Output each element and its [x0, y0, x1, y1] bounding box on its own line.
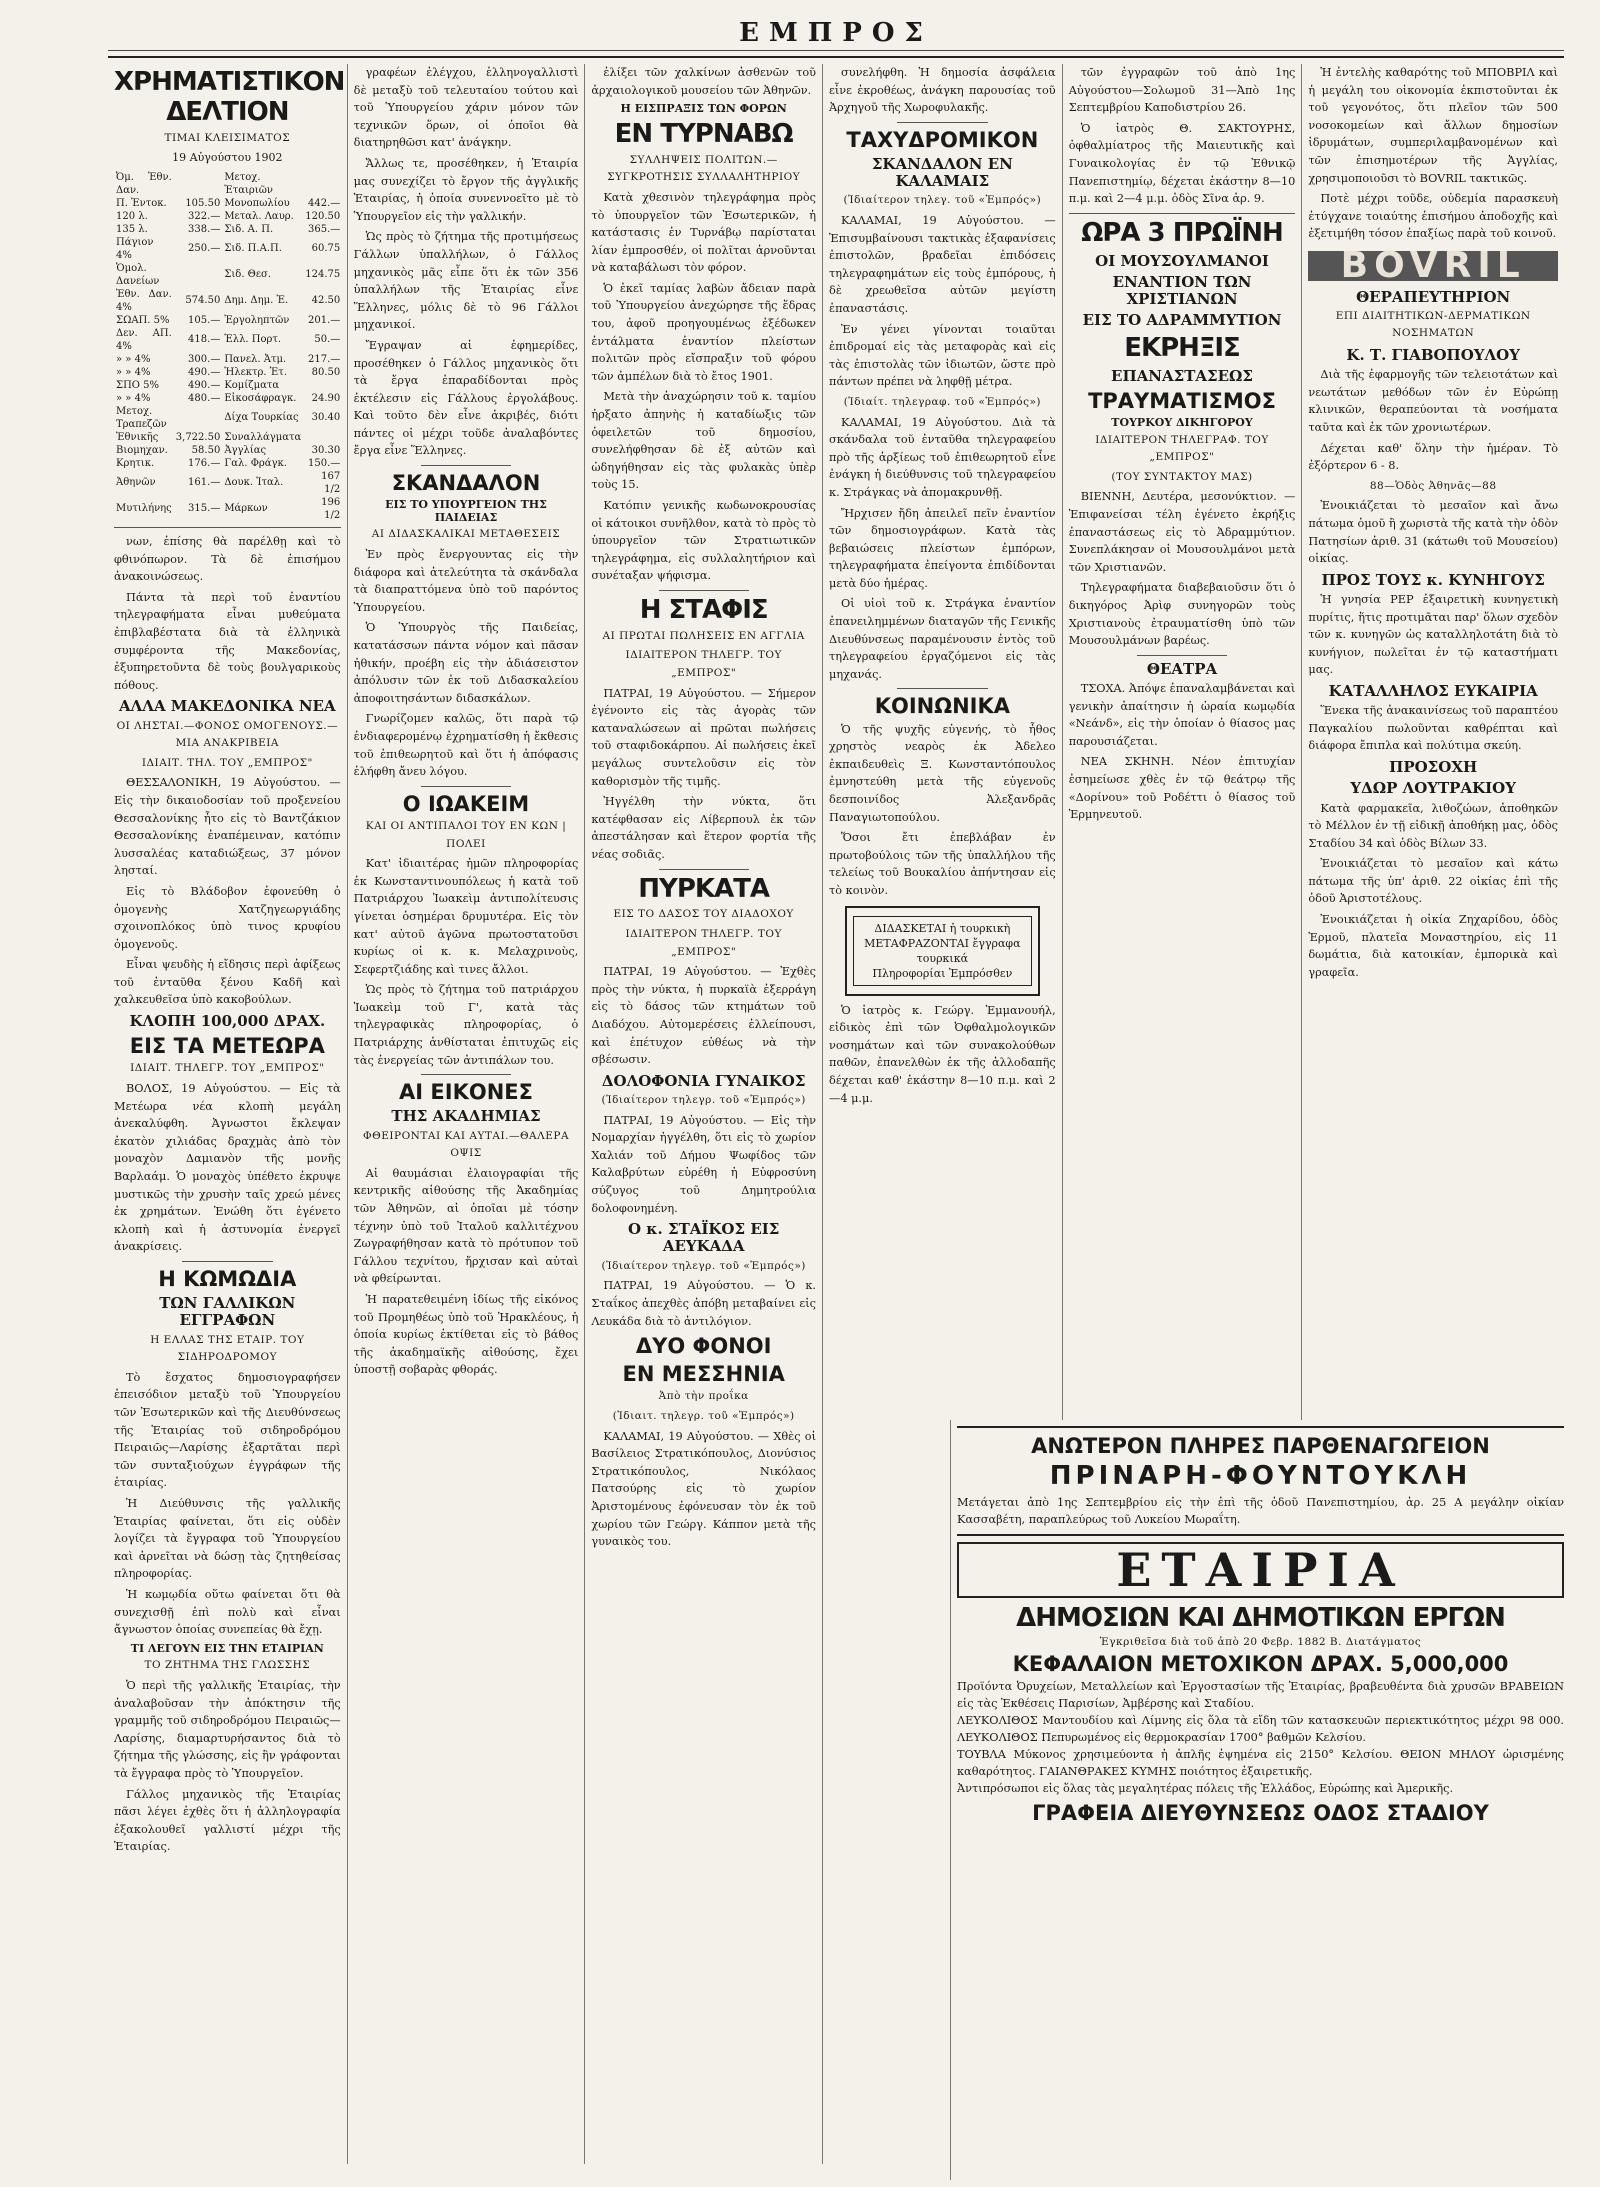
market-value: 574.50 — [185, 295, 221, 307]
paragraph: ΠΑΤΡΑΙ, 19 Αὐγούστου. — Ὁ κ. Σταΐκος ἀπεχθὲς ἀπόβη μεταβαίνει εἰς Λευκάδα διὰ τὸ ἀντιλόγιον. — [591, 1279, 817, 1328]
headline-theatres: ΘΕΑΤΡΑ — [1146, 659, 1218, 678]
paragraph: ΚΑΛΑΜΑΙ, 19 Αὐγούστου. — Χθὲς οἱ Βασίλειος Στρατικόπουλος, Διονύσιος Στρατικόπουλος, Νικόλαος Πατσούρης εἰς τὸ χωρίον Ἀριστομένους ἐφόνευσαν τὸν ἐκ τοῦ χωρίου τῶν Γεώργ. Κάππον μετὰ τῆς γυναικὸς του. — [591, 1429, 817, 1549]
wire-credit: (Ἰδιαιτ. τηλεγρ. τοῦ «Ἐμπρός») — [612, 1409, 795, 1422]
market-row — [114, 210, 342, 223]
wire-credit: ΙΔΙΑΙΤ. ΤΗΛΕΓΡ. ΤΟΥ „ΕΜΠΡΟΣ" — [130, 1062, 325, 1075]
paragraph: Εἰς τὸ Βλάδοβον ἐφονεύθη ὁ ὁμογενὴς Χατζηγεωργιάδης σχοινοπλόκος ὑπὸ τινος κρυφίου ὁμογενοῦς. — [114, 884, 341, 951]
paragraph: Ἐν γένει γίνονται τοιαῦται ἐπιδρομαί εἰς τὰς μεταφορὰς καὶ εἰς τὰς ἐπιστολὰς τῶν ἰδιωτῶν, ὥστε πρὸ πάντων πρέπει νὰ ληφθῇ μέτρα. — [829, 322, 1056, 389]
headline-muslims: ΟΙ ΜΟΥΣΟΥΛΜΑΝΟΙ — [1095, 251, 1269, 270]
company-products: ΛΕΥΚΟΛΙΘΟΣ Μαντουδίου καὶ Λίμνης εἰς ὅλα τὰ εἴδη τῶν κατασκευῶν περιεκτικότητος μέχρι 98 000. ΛΕΥΚΟΛΙΘΟΣ Πεπυρωμένος εἰς θερμοκρασίαν 1700° βαθμῶν Κελσίου. — [957, 1714, 1564, 1745]
wire-credit: (Ἰδιαίτερον τηλεγρ. τοῦ «Ἐμπρός») — [601, 1259, 806, 1272]
market-row — [114, 223, 342, 236]
market-label: ΣΩΑΠ. 5% — [116, 314, 170, 326]
paragraph: ΠΑΤΡΑΙ, 19 Αὐγούστου. — Ἐχθὲς πρὸς τὴν νύκτα, ἡ πυρκαϊὰ ἐξερράγη εἰς τὸ δάσος τῶν κτημάτων τοῦ Διαδόχου. Αὐτομερέσεις ἐλλείπουσι, καὶ ἐπέτυχον εὐθέως νὰ τὴν σβέσωσιν. — [591, 965, 817, 1067]
market-value: 490.— — [188, 366, 221, 378]
paragraph: ἐλίξει τῶν χαλκίνων ἀσθενῶν τοῦ ἀρχαιολογικοῦ μουσείου τῶν Ἀθηνῶν. — [591, 66, 817, 97]
subheadline: Ἀπὸ τὴν προΐκα — [658, 1390, 749, 1403]
market-value: 30.40 — [311, 412, 341, 424]
market-value: 105.— — [188, 314, 221, 326]
market-label: Ἀθηνῶν — [116, 477, 156, 489]
market-value: 161.— — [188, 477, 221, 489]
paragraph: Γνωρίζομεν καλῶς, ὅτι παρὰ τῷ ἐνδιαφερομένῳ ἐχρηματίσθη ἡ ἔκθεσις τοῦ ἐπιθεωρητοῦ καὶ ὅτι ἡ ἀπόφασις ἐλήφθη ἄνευ λόγου. — [353, 712, 579, 779]
paragraph: Ποτὲ μέχρι τοῦδε, οὐδεμία παρασκευὴ ἐτύγχανε τοιαύτης ἐπισήμου ἀποδοχῆς καὶ ἐξετιμήθη τόσον ἐπαξίως παρὰ τοῦ κοινοῦ. — [1308, 192, 1558, 241]
headline-french-documents: ΤΩΝ ΓΑΛΛΙΚΩΝ ΕΓΓΡΑΦΩΝ — [159, 1294, 296, 1330]
paragraph: Μετὰ τὴν ἀναχώρησιν τοῦ κ. ταμίου ἠρξατο ἀπηνὴς ἡ καταδίωξις τῶν ὀφειλετῶν τοῦ δημοσίου, συνελήφθησαν δὲ ἐξ αὐτῶν καὶ ὡδηγήθησαν εἰς τὰς φυλακὰς ὑπὲρ τοὺς 15. — [591, 390, 817, 492]
market-row — [114, 457, 342, 470]
market-value: 201.— — [307, 314, 341, 326]
market-row — [114, 262, 342, 288]
column-1 — [108, 64, 348, 2164]
divider — [659, 869, 749, 870]
doctor-name: Κ. Τ. ΓΙΑΒΟΠΟΥΛΟΥ — [1346, 345, 1520, 364]
wire-credit: (Ἰδιαίτερον τηλεγ. τοῦ «Ἐμπρός») — [843, 194, 1042, 207]
paragraph: συνελήφθη. Ἡ δημοσία ἀσφάλεια εἶνε ἐκροθέως, ἀνάγκη παρουσίας τοῦ Ἀρχηγοῦ τῆς Χωροφυλακῆς. — [829, 66, 1056, 115]
market-label: Σιδ. Θεσ. — [224, 269, 272, 281]
ad-contact: Πληροφορίαι Ἐμπρόσθεν — [872, 966, 1013, 980]
headline-comedy: Η ΚΩΜΩΔΙΑ — [158, 1266, 297, 1291]
paragraph: ΚΑΛΑΜΑΙ, 19 Αὐγούστου. Διὰ τὰ σκάνδαλα τοῦ ἐνταῦθα τηλεγραφείου πρὸ τῆς ἀρξίεως τοῦ ἐπιθεωρητοῦ εἶνε ἐνάγκη ἡ διεύθυνσις τοῦ τηλεγραφείου κ. Στράγκας νὰ ἀπομακρυνθῇ. — [829, 415, 1056, 499]
subheadline: ΕΙΣ ΤΟ ΔΑΣΟΣ ΤΟΥ ΔΙΑΔΟΧΟΥ — [613, 908, 794, 921]
market-label: Γαλ. Φράγκ. — [224, 457, 287, 469]
market-value — [303, 431, 342, 444]
paragraph: ΠΑΤΡΑΙ, 19 Αὐγούστου. — Εἰς τὴν Νομαρχίαν ἠγγέλθη, ὅτι εἰς τὸ χωρίον Χαλιάν τοῦ Δήμου Ψωφίδος τῶν Καλαβρύτων εὑρέθη ἡ Εὐφροσύνη σύζυγος τοῦ Δημητρούλια δολοφονημένη. — [591, 1113, 817, 1215]
market-value: 315.— — [188, 503, 221, 515]
paragraph: γραφέων ἐλέγχου, ἑλληνογαλλιστὶ δὲ μεταξὺ τοῦ τελευταίου τούτου καὶ τοῦ Ὑπουργείου χάριν μόνον τῶν τεχνικῶν ὅρων, οἱ ὁποῖοι θὰ διατηρηθῶσι κατ' ἀνάγκην. — [353, 66, 579, 150]
divider — [421, 1074, 511, 1075]
headline-currant: Η ΣΤΑΦΙΣ — [639, 594, 768, 625]
market-label: Δουκ. Ἰταλ. — [224, 477, 284, 489]
market-value: 50.— — [314, 334, 341, 346]
headline-hunters: ΠΡΟΣ ΤΟΥΣ κ. ΚΥΝΗΓΟΥΣ — [1321, 570, 1545, 589]
headline-offices: ΓΡΑΦΕΙΑ ΔΙΕΥΘΥΝΣΕΩΣ ΟΔΟΣ ΣΤΑΔΙΟΥ — [1032, 1801, 1489, 1826]
paragraph: Ἐνοικιάζεται τὸ μεσαῖον καὶ ἄνω πάτωμα ὁμοῦ ἢ χωριστὰ τῆς κατὰ τὴν ὁδὸν Πατησίων ἀριθ. 31 (κάτωθι τοῦ Μουσείου) οἰκίας. — [1308, 499, 1558, 566]
market-value: 80.50 — [311, 366, 341, 378]
market-label: ΣΠΟ 5% — [116, 379, 160, 391]
market-label: Ἀγγλίας — [224, 444, 267, 456]
paragraph: Διὰ τῆς ἐφαρμογῆς τῶν τελειοτάτων καὶ νεωτάτων μεθόδων τῶν ἐν Εὐρώπῃ κλινικῶν, θεραπεύονται τὰ νοσήματα ταῦτα καὶ ἐκ τῶν χρονιωτέρων. — [1308, 368, 1558, 434]
market-value: 300.— — [188, 353, 221, 365]
headline-christians: ΕΝΑΝΤΙΟΝ ΤΩΝ ΧΡΙΣΤΙΑΝΩΝ — [1112, 272, 1252, 309]
market-row — [114, 392, 342, 405]
divider — [957, 1426, 1564, 1428]
company-products: ΤΟΥΒΛΑ Μύκονος χρησιμεύοντα ἡ ἁπλῆς ἐψημένα εἰς 2150° Κελσίου. ΘΕΙΟΝ ΜΗΛΟΥ ὠρισμένης καθαρότητος. ΓΑΙΑΝΘΡΑΚΕΣ ΚΥΜΗΣ ποιότητος ἐξαιρετικῆς. — [957, 1748, 1564, 1779]
market-value — [174, 262, 223, 288]
market-value: 418.— — [188, 334, 221, 346]
market-row — [114, 431, 342, 444]
market-label: Εἰκοσάφραγκ. — [224, 392, 297, 404]
market-row — [114, 314, 342, 327]
divider — [114, 527, 341, 528]
market-value — [174, 171, 223, 197]
headline-tax-collection: Η ΕΙΣΠΡΑΞΙΣ ΤΩΝ ΦΟΡΩΝ — [620, 102, 787, 116]
subheadline: ΟΙ ΛΗΣΤΑΙ.—ΦΟΝΟΣ ΟΜΟΓΕΝΟΥΣ.— ΜΙΑ ΑΝΑΚΡΙΒΕΙΑ — [116, 719, 339, 750]
paragraph: Οἱ υἱοὶ τοῦ κ. Στράγκα ἐναντίον ἐπανειλημμένων διαταγῶν τῆς Γενικῆς Διευθύνσεως παραμένουσιν ἐντὸς τοῦ τηλεγραφείου ἐργαζόμενοι εἰς τὰς μηχανάς. — [829, 597, 1056, 681]
paragraph: Ὁ ἰατρὸς Θ. ΣΑΚΤΟΥΡΗΣ, ὀφθαλμίατρος τῆς Μαιευτικῆς καὶ Γυναικολογίας ἐν τῷ Ἐθνικῷ Πανεπιστημίῳ, δέχεται ἑκάστην 8—10 π.μ. καὶ 2—4 μ.μ. ὁδὸς Σῖνα ἀρ. 9. — [1068, 121, 1296, 206]
paragraph: Ὁ τῆς ψυχῆς εὐγενής, τὸ ἦθος χρηστὸς νεαρὸς ἐκ Ἀδελεο ἐκπαιδευθεὶς Ξ. Κωνσταντόπουλος ἐμνηστεύθη μετὰ τῆς εὐγενοῦς δεσποινίδος Ἀλεξανδρᾶς Παναγιωτοπούλου. — [829, 722, 1056, 824]
paragraph: Ὡς πρὸς τὸ ζήτημα τῆς προτιμήσεως Γάλλων ὑπαλλήλων, ὁ Γάλλος μηχανικὸς μᾶς εἶπε ὅτι ἐκ τῶν 356 ὑπαλλήλων τῆς Ἑταιρίας εἶνε Ἕλληνες, μόλις δὲ τὸ 96 Γάλλοι μηχανικοί. — [353, 230, 579, 332]
paragraph: Γάλλος μηχανικὸς τῆς Ἑταιρίας πᾶσι λέγει ἐχθὲς ὅτι ἡ ἀλληλογραφία ἐξακολουθεῖ γαλλιστί μέχρι τῆς Ἑταιρίας. — [114, 1787, 341, 1854]
column-5 — [1063, 64, 1303, 1474]
paragraph: ΚΑΛΑΜΑΙ, 19 Αὐγούστου. — Ἐπισυμβαίνουσι τακτικὰς ἐξαφανίσεις ἐπιστολῶν, βραδεῖαι ἐπιδόσεις τηλεγραφημάτων εἰς τοὺς ἐμπόρους, ἡ δὲ χρεωθεῖσα αὐτῶν μεγίστη ἐπαναστάσις. — [829, 214, 1056, 315]
masthead-rule — [108, 50, 1564, 51]
ad-frame — [853, 916, 1032, 986]
market-label: Ὁμολ. Δανείων — [116, 262, 160, 287]
company-decree: Ἐγκριθεῖσα διὰ τοῦ ἀπὸ 20 Φεβρ. 1882 Β. Διατάγματος — [1099, 1635, 1422, 1648]
market-label: Μυτιλήνης — [116, 503, 172, 515]
market-label: Μεταλ. Λαυρ. — [224, 210, 294, 222]
divider — [421, 786, 511, 787]
paragraph: Ἡ γνησία ΡΕΡ ἐξαιρετικὴ κυνηγετικὴ πυρίτις, ἥτις προτιμᾶται παρ' ὅλων σχεδὸν τῶν κ. κυνηγῶν ὡς καταλληλοτάτη διὰ τὸ κυνήγιον, πωλεῖται ἐν τῷ καταστήματι μας. — [1308, 593, 1558, 677]
headline-school-name: ΠΡΙΝΑΡΗ-ΦΟΥΝΤΟΥΚΛΗ — [1049, 1461, 1472, 1492]
market-value: 58.50 — [191, 444, 221, 456]
market-label: Ἐθνικῆς — [116, 431, 159, 443]
market-row — [114, 197, 342, 210]
market-value: 30.30 — [311, 444, 341, 456]
market-label: Δεν. ΑΠ. 4% — [116, 327, 172, 352]
market-row — [114, 327, 342, 353]
market-value — [303, 171, 342, 197]
headline-company: ΕΤΑΙΡΙΑ — [957, 1542, 1564, 1598]
address: 88—Ὁδὸς Ἀθηνᾶς—88 — [1369, 479, 1497, 492]
divider — [1137, 655, 1228, 656]
divider — [421, 465, 511, 466]
paragraph: τῶν ἐγγραφῶν τοῦ ἀπὸ 1ης Αὐγούστου—Σολωμοῦ 31—Ἀπὸ 1ης Σεπτεμβρίου Καποδιστρίου 26. — [1068, 66, 1296, 115]
market-label: Σιδ. Π.Α.Π. — [224, 243, 282, 255]
paragraph: Ὁ ἐκεῖ ταμίας λαβὼν ἄδειαν παρὰ τοῦ Ὑπουργείου ἀνεχώρησε τῆς ἕδρας του, ἀφοῦ προηγουμένως ἐξέδωκεν ἐντάλματα ἐναντίον πλείστων πολιτῶν πρὸς εἴσπραξιν τοῦ φόρου τῶν ἀμπέλων διὰ τὸ ἔτος 1901. — [591, 281, 817, 383]
market-value: 176.— — [188, 457, 221, 469]
paragraph: Ἡ ἐντελὴς καθαρότης τοῦ ΜΠΟΒΡΙΛ καὶ ἡ μεγάλη του οἰκονομία ἐκπιστοῦνται ἐκ τοῦ γεγονότος, ὅτι πλεῖον τῶν 500 νοσοκομείων καὶ ἄλλων δημοσίων ἱδρυμάτων, συμπεριλαμβανομένων καὶ τῶν ἐπισημοτέρων τῆς Ἀγγλίας, χρησιμοποιοῦσι τὸ BOVRIL τακτικῶς. — [1308, 66, 1558, 185]
headline-ministry: ΕΙΣ ΤΟ ΥΠΟΥΡΓΕΙΟΝ ΤΗΣ ΠΑΙΔΕΙΑΣ — [385, 498, 547, 524]
market-label: Μονοπωλίου — [224, 197, 290, 209]
market-label: » » 4% — [116, 392, 151, 404]
market-row — [114, 353, 342, 366]
market-value: 442.— — [307, 197, 341, 209]
market-label: Δίχα Τουρκίας — [224, 412, 299, 424]
headline-tyrnavos: ΕΝ ΤΥΡΝΑΒΩ — [614, 118, 793, 149]
headline-wounding: ΤΡΑΥΜΑΤΙΣΜΟΣ — [1088, 388, 1276, 413]
market-label: Ἑλλ. Πορτ. — [224, 334, 282, 346]
market-value: 338.— — [188, 223, 221, 235]
market-label: Πανελ. Ἀτμ. — [224, 353, 287, 365]
market-bulletin-date: 19 Αὐγούστου 1902 — [172, 151, 283, 165]
market-row — [114, 496, 342, 522]
paragraph: Ἡ παρατεθειμένη ἰδίως τῆς εἰκόνος τοῦ Προμηθέως ὑπὸ τοῦ Ἡρακλέους, ἡ ὁποία κυρίως ἐκτίθεται εἰς τὸ βάθος τῆς ἀκαδημαϊκῆς αἰθούσης, ἔχει ὑποστῇ σοβαρὰς φθοράς. — [353, 1292, 579, 1377]
paragraph: Αἱ θαυμάσιαι ἐλαιογραφίαι τῆς κεντρικῆς αἰθούσης τῆς Ἀκαδημίας τῶν Ἀθηνῶν, αἱ ὁποῖαι μὲ τόσην τέχνην ὑπὸ τοῦ Ἰταλοῦ καλλιτέχνου Ζωγραφήθησαν κατὰ τὸ πρότυπον τοῦ Γάλλου τεχνίτου, ἤρχισαν καὶ αὐταὶ νὰ φθείρωνται. — [353, 1166, 579, 1286]
headline-company: ΤΙ ΛΕΓΟΥΝ ΕΙΣ ΤΗΝ ΕΤΑΙΡΙΑΝ — [130, 1641, 324, 1655]
paragraph: Ὡς πρὸς τὸ ζήτημα τοῦ πατριάρχου Ἰωακεὶμ τοῦ Γ', κατὰ τὰς τηλεγραφικὰς πληροφορίας, ὁ Πατριάρχης ἀνθίσταται ἐπιτυχῶς εἰς τὰς ἐνεργείας τῶν ἀντιπάλων του. — [353, 983, 579, 1067]
market-bulletin-title: ΧΡΗΜΑΤΙΣΤΙΚΟΝ ΔΕΛΤΙΟΝ — [114, 67, 345, 127]
paragraph: Εἶναι ψευδὴς ἡ εἴδησις περὶ ἀφίξεως τοῦ ἐνταῦθα ξένου Καδῆ καὶ χαλκευθεῖσα ὑπὸ κακοβούλων. — [114, 958, 341, 1007]
paragraph: Κατ' ἰδιαιτέρας ἡμῶν πληροφορίας ἐκ Κωνσταντινουπόλεως ἡ κατὰ τοῦ Πατριάρχου Ἰωακεὶμ ἀντιπολίτευσις γίνεται ὁσημέραι δρυμυτέρα. Εἰς τὸν κατ' αὐτοῦ ἀγῶνα πρωτοστατοῦσι κυρίως οἱ κ. κ. Μελαχρινοὺς, Σεφερτζιάδης καὶ τινες ἄλλοι. — [353, 857, 579, 976]
divider — [957, 1534, 1564, 1536]
market-value: 42.50 — [311, 295, 341, 307]
market-label: » » 4% — [116, 366, 151, 378]
market-value: 167 1/2 — [321, 470, 341, 495]
market-value: 250.— — [188, 243, 221, 255]
paragraph: Ἄλλως τε, προσέθηκεν, ἡ Ἑταιρία μας συνεχίζει τὸ ἔργον τῆς ἀγγλικῆς Ἑταιρίας, ἡ ὁποία συνεννοεῖτο μὲ τὸ Ὑπουργεῖον εἰς τὴν γαλλικήν. — [353, 156, 579, 223]
headline-murder: ΔΟΛΟΦΟΝΙΑ ΓΥΝΑΙΚΟΣ — [601, 1071, 806, 1090]
market-label: Συναλλάγματα — [224, 431, 302, 443]
headline-fire: ΠΥΡΚΑΤΑ — [638, 873, 770, 904]
wire-credit: (Ἰδιαίτερον τηλεγρ. τοῦ «Ἐμπρός») — [601, 1094, 806, 1107]
divider — [897, 688, 988, 689]
divider — [1069, 213, 1296, 214]
market-value: 3,722.50 — [175, 431, 221, 443]
paragraph: ΘΕΣΣΑΛΟΝΙΚΗ, 19 Αὐγούστου. — Εἰς τὴν δικαιοδοσίαν τοῦ προξενείου Θεσσαλονίκης ἦτο εἰς τὸ Βαντζάκιον Θεσσαλονίκης ἐναπέμειναν, κατόπιν λυσσαλέας καταδιώξεως, 37 μόνον λησταί. — [114, 776, 341, 878]
market-label: Μετοχ. Ἑταιριῶν — [224, 171, 273, 196]
paragraph: Ἐνοικιάζεται τὸ μεσαῖον καὶ κάτω πάτωμα τῆς ὑπ' ἀριθ. 22 οἰκίας ἐπὶ τῆς ὁδοῦ Ἀριστοτέλους. — [1308, 857, 1558, 906]
paragraph: Ὁ Ὑπουργὸς τῆς Παιδείας, κατατάσσων πάντα νόμον καὶ πᾶσαν ἠθικήν, προέβη εἰς τὴν ἀδιάσειστον ἀπόλυσιν τῶν ἐκ τοῦ Διδασκαλείου ἀποφοιτησάντων διδασκάλων. — [353, 621, 579, 705]
subheadline: ΤΟ ΖΗΤΗΜΑ ΤΗΣ ΓΛΩΣΣΗΣ — [144, 1659, 311, 1672]
headline-social: ΚΟΙΝΩΝΙΚΑ — [874, 694, 1010, 719]
market-label: Ἡλεκτρ. Ἐτ. — [224, 366, 288, 378]
subheadline: Η ΕΛΛΑΣ ΤΗΣ ΕΤΑΙΡ. ΤΟΥ ΣΙΔΗΡΟΔΡΟΜΟΥ — [150, 1333, 305, 1364]
headline-explosion: ΕΚΡΗΞΙΣ — [1124, 332, 1240, 363]
headline-clinic: ΘΕΡΑΠΕΥΤΗΡΙΟΝ — [1356, 287, 1511, 306]
paragraph: Ἠγγέλθη τὴν νύκτα, ὅτι κατέφθασαν εἰς Λίβερπουλ ἐκ τῶν ἀπεστάλησαν καὶ ἕτερον φορτία τῆς νέας σοδιᾶς. — [591, 795, 817, 861]
company-products: Προϊόντα Ὀρυχείων, Μεταλλείων καὶ Ἐργοστασίων τῆς Ἑταιρίας, βραβευθέντα διὰ χρυσῶν ΒΡΑΒΕΙΩΝ εἰς τὰς Ἐκθέσεις Παρισίων, Ἀμβέρσης καὶ Σταδίου. — [957, 1680, 1564, 1711]
paragraph: ΤΣΟΧΑ. Ἀπόψε ἐπαναλαμβάνεται καὶ γενικὴν ἀπαίτησιν ἡ ὡραία κωμῳδία «Νεάνδ», εἰς τὴν ὁποίαν ὁ θίασος μας παρουσιάζεται. — [1068, 681, 1296, 748]
headline-academy: ΤΗΣ ΑΚΑΔΗΜΙΑΣ — [391, 1107, 541, 1126]
market-value: 490.— — [188, 379, 221, 391]
wire-credit: ΙΔΙΑΙΤΕΡΟΝ ΤΗΛΕΓΡ. ΤΟΥ „ΕΜΠΡΟΣ" — [625, 649, 782, 680]
paragraph: Ἐν πρὸς ἔνεργουντας εἰς τὴν διάφορα καὶ ἀτελεύτητα τὰ σκάνδαλα τὰ διαπραττόμενα ὑπὸ τοῦ παρόντος Ὑπουργείου. — [353, 548, 579, 614]
subheadline: ΑΙ ΔΙΔΑΣΚΑΛΙΚΑΙ ΜΕΤΑΘΕΣΕΙΣ — [371, 528, 561, 541]
market-label: 120 λ. — [116, 210, 148, 222]
headline-opportunity: ΚΑΤΑΛΛΗΛΟΣ ΕΥΚΑΙΡΙΑ — [1328, 681, 1538, 700]
subheadline: ΣΥΛΛΗΨΕΙΣ ΠΟΛΙΤΩΝ.—ΣΥΓΚΡΟΤΗΣΙΣ ΣΥΛΛΑΛΗΤΗΡΙΟΥ — [607, 153, 801, 184]
paragraph: Ὁ περὶ τῆς γαλλικῆς Ἑταιρίας, τὴν ἀναλαβοῦσαν τὴν ἀπόκτησιν τῆς γραμμῆς τοῦ σιδηροδρόμου Πειραιῶς—Λαρίσης, διαμαρτυρήσαντος διὰ τὸ ζήτημα τῆς γλώσσης, εἰς ἣν γράφονται τὰ ἔγγραφα πρὸς τὸ Ὑπουργεῖον. — [114, 1678, 341, 1780]
paragraph: Ἕνεκα τῆς ἀνακαινίσεως τοῦ παραπτέου Παγκαλίου πωλοῦνται καθρέπται καὶ διάφορα ἔπιπλα καὶ πολύτιμα σκεύη. — [1308, 704, 1558, 753]
headline-capital: ΚΕΦΑΛΑΙΟΝ ΜΕΤΟΧΙΚΟΝ ΔΡΑΧ. 5,000,000 — [1012, 1651, 1509, 1676]
market-row — [114, 288, 342, 314]
market-label: Μάρκων — [224, 503, 268, 515]
market-label: Ὀμ. Ἐθν. Δαν. — [116, 171, 172, 196]
market-bulletin-subtitle: ΤΙΜΑΙ ΚΛΕΙΣΙΜΑΤΟΣ — [164, 131, 291, 144]
headline-scandal: ΣΚΑΝΔΑΛΟΝ — [391, 471, 541, 496]
headline-attention: ΠΡΟΣΟΧΗ — [1389, 758, 1478, 776]
school-notice: Μετάγεται ἀπὸ 1ης Σεπτεμβρίου εἰς τὴν ἐπὶ τῆς ὁδοῦ Πανεπιστημίου, ἀρ. 25 Α μεγάλην οἰκίαν Κασσαβέτη, παραπλεύρως τοῦ Λυκείου Μωραΐτη. — [957, 1496, 1564, 1527]
headline-macedonia: ΑΛΛΑ ΜΑΚΕΔΟΝΙΚΑ ΝΕΑ — [119, 697, 336, 716]
market-label: Μετοχ. Τραπεζῶν — [116, 405, 167, 430]
paragraph: Ἐνοικιάζεται ἡ οἰκία Ζηχαρίδου, ὁδὸς Ἑρμοῦ, πλατεῖα Μοναστηρίου, εἰς 11 δωμάτια, διὰ κατοικίαν, ἐμπορικὰ καὶ γραφεῖα. — [1308, 913, 1558, 979]
paragraph: Ὁ ἰατρὸς κ. Γεώργ. Ἐμμανουήλ, εἰδικὸς ἐπὶ τῶν Ὀφθαλμολογικῶν νοσημάτων καὶ τῶν συνακολούθων παθῶν, ἐπανελθὼν ἐκ τῆς ἀλλοδαπῆς δέχεται καθ' ἑκάστην 8—10 π.μ. καὶ 2—4 μ.μ. — [829, 1003, 1056, 1105]
market-label: Κρητικ. — [116, 457, 155, 469]
market-label: Δημ. Δημ. Ἐ. — [224, 295, 289, 307]
headline-girls-school: ΑΝΩΤΕΡΟΝ ΠΛΗΡΕΣ ΠΑΡΘΕΝΑΓΩΓΕΙΟΝ — [1031, 1434, 1490, 1458]
column-3 — [585, 64, 823, 2164]
paragraph: ΒΙΕΝΝΗ, Δευτέρα, μεσονύκτιον. — Ἐπιφανείσαι τέλη ἐγένετο ἐκρήξις ἐπαναστάσεως εἰς τὸ Ἀδραμμύτιον. Συνεπλάκησαν οἱ Μουσουλμάνοι μετὰ τῶν Χριστιανῶν. — [1068, 490, 1296, 574]
market-value: 196 1/2 — [321, 496, 341, 521]
paragraph: Κατόπιν γενικῆς κωδωνοκρουσίας οἱ κάτοικοι συνῆλθον, κατὰ τὸ πρὸς τὸ ὑπουργεῖον τῶν Στρατιωτικῶν τηλεγράφημα, εἰς συλλαλητήριον καὶ συνέταξαν ψήφισμα. — [591, 499, 817, 583]
headline-theft: ΚΛΟΠΗ 100,000 ΔΡΑΧ. — [129, 1012, 326, 1031]
headline-joachim: Ο ΙΩΑΚΕΙΜ — [402, 791, 530, 816]
market-value: 365.— — [307, 223, 341, 235]
market-row — [114, 236, 342, 262]
paragraph: Ἤρχισεν ἤδη ἀπειλεῖ πεῖν ἐναντίον τῶν δημοσιογράφων. Κατὰ τὰς βεβαιώσεις πλείστων ἐμπόρων, τηλεγραφήματα ἐπείγοντα ἐπιδίδονται μετὰ δύο ἡμέρας. — [829, 506, 1056, 590]
bovril-banner: BOVRIL — [1308, 251, 1558, 281]
market-value — [174, 405, 223, 431]
headline-messinia: ΕΝ ΜΕΣΣΗΝΙΑ — [622, 1362, 785, 1387]
headline-pictures: ΑΙ ΕΙΚΟΝΕΣ — [399, 1080, 533, 1105]
market-row — [114, 379, 342, 392]
paragraph: Ἡ κωμῳδία οὕτω φαίνεται ὅτι θὰ συνεχισθῇ ἐπὶ πολὺ καὶ εἶναι ἄγνωστον ὁποίας συνεπείας θὰ ἔχῃ. — [114, 1587, 341, 1637]
wire-credit: ΙΔΙΑΙΤΕΡΟΝ ΤΗΛΕΓΡ. ΤΟΥ „ΕΜΠΡΟΣ" — [625, 928, 782, 958]
headline-postal: ΤΑΧΥΔΡΟΜΙΚΟΝ — [846, 127, 1039, 152]
company-representatives: Ἀντιπρόσωποι εἰς ὅλας τὰς μεγαλητέρας πόλεις τῆς Ἑλλάδος, Εὐρώπης καὶ Ἀμερικῆς. — [957, 1782, 1454, 1796]
headline-loutraki-water: ΥΔΩΡ ΛΟΥΤΡΑΚΙΟΥ — [1350, 779, 1516, 798]
paragraph: ΠΑΤΡΑΙ, 19 Αὐγούστου. — Σήμερον ἐγένοντο εἰς τὰς ἀγορὰς τῶν καταναλώσεων αἱ πρῶται πωλήσεις τοῦ σταφιδοκάρπου. Αἱ πωλήσεις ἐκεῖ μεγάλως συντελοῦσιν εἰς τὸν καθορισμὸν τῆς τιμῆς. — [591, 686, 817, 788]
market-row — [114, 366, 342, 379]
masthead — [108, 10, 1564, 58]
divider — [897, 122, 988, 123]
market-value: 217.— — [307, 353, 341, 365]
column-2 — [348, 64, 586, 2164]
divider — [182, 1261, 273, 1262]
market-label: » » 4% — [116, 353, 151, 365]
paragraph: ΒΟΛΟΣ, 19 Αὐγούστου. — Εἰς τὰ Μετέωρα νέα κλοπὴ μεγάλη ἀνεκαλύφθη. Ἀγνωστοι ἔκλεψαν ἐκατὸν χιλιάδας δραχμὰς ἀπὸ τὸν μοναχὸν Δαμιανὸν τῆς μονῆς Βαρλαάμ. Ὁ μοναχὸς ὑπέθετο ἐκρυψε μυστικῶς τὴν χρυσὴν ταῖς χρεώ μένες ἐκ χρημάτων. Ἐνώθη ὅτι ἐγένετο κλοπὴ καὶ ἡ ἀστυνομία ἐνεργεῖ ἀνακρίσεις. — [114, 1082, 341, 1254]
market-label: Βιομηχαν. — [116, 444, 168, 456]
headline-turkish-lawyer: ΤΟΥΡΚΟΥ ΔΙΚΗΓΟΡΟΥ — [1111, 415, 1253, 429]
subheadline: ΕΠΙ ΔΙΑΙΤΗΤΙΚΩΝ-ΔΕΡΜΑΤΙΚΩΝ ΝΟΣΗΜΑΤΩΝ — [1335, 309, 1531, 340]
market-value: 60.75 — [311, 243, 341, 255]
paragraph: Ὅσοι ἔτι ἐπεβλάβαν ἐν πρωτοβούλοις τῶν τῆς ὑπαλλήλου τῆς τελείως τοῦ Βουκαλίου ἀπήντησαν εἰς τὸ κοινὸν. — [829, 831, 1056, 897]
paragraph: Ἔγραψαν αἱ ἐφημερίδες, προσέθηκεν ὁ Γάλλος μηχανικὸς ὅτι τὰ ἔργα ἐπαραδίδονται πρὸς ἐκτέλεσιν εἰς Γάλλους ἐργολάβους. Καὶ τοῦτο δὲν εἶνε ἀκριβές, διότι πάντες οἱ μέχρι τοῦδε ἀναλαβόντες ἔργα εἶνε Ἕλληνες. — [353, 338, 579, 458]
market-label: Ἐργοληπτῶν — [224, 314, 290, 326]
market-value: 24.90 — [311, 392, 341, 404]
ad-text: ΔΙΔΑΣΚΕΤΑΙ ἡ τουρκικὴ ΜΕΤΑΦΡΑΖΟΝΤΑΙ ἔγγραφα τουρκικά — [864, 921, 1021, 965]
market-row — [114, 470, 342, 496]
paragraph: Πάντα τὰ περὶ τοῦ ἐναντίου τηλεγραφήματα εἶναι μυθεύματα ἐπιβλαβέστατα διὰ τὰ ἑλληνικὰ συμφέροντα τῆς Μακεδονίας, ἐξυπηρετοῦντα δὲ τοὺς βουλγαρικοὺς πόθους. — [114, 590, 341, 692]
paragraph: Κατὰ χθεσινὸν τηλεγράφημα πρὸς τὸ ὑπουργεῖον τῶν Ἐσωτερικῶν, ἡ κατάστασις ἐν Τυρνάβῳ παρίσταται λίαν ἐμπροσθέν, οἱ πολῖται ἀρνοῦνται νὰ καταβάλωσι τὸν φόρον. — [591, 190, 817, 275]
market-label: Ἐθν. Δαν. 4% — [116, 288, 172, 313]
headline-two-murders: ΔΥΟ ΦΟΝΟΙ — [635, 1334, 772, 1359]
headline-public-works: ΔΗΜΟΣΙΩΝ ΚΑΙ ΔΗΜΟΤΙΚΩΝ ΕΡΓΩΝ — [1016, 1603, 1505, 1634]
market-row — [114, 444, 342, 457]
market-row — [114, 405, 342, 431]
divider — [659, 590, 749, 591]
market-label: 135 λ. — [116, 223, 148, 235]
market-value — [303, 379, 342, 392]
subheadline: ΦΘΕΙΡΟΝΤΑΙ ΚΑΙ ΑΥΤΑΙ.—ΘΑΛΕΡΑ ΟΨΙΣ — [362, 1129, 570, 1160]
column-6 — [1302, 64, 1564, 1474]
market-label: Πάγιον 4% — [116, 236, 154, 261]
newspaper-title: ΕΜΠΡΟΣ — [739, 18, 933, 48]
paragraph: Τὸ ἔσχατος δημοσιογραφήσεν ἐπεισόδιον μεταξὺ τοῦ Ὑπουργείου τῶν Ἐσωτερικῶν καὶ τῆς Διευθύνσεως τῆς Ἑταιρίας τοῦ σιδηροδρόμου Πειραιῶς—Λαρίσης ἐξαρτᾶται περὶ τῶν συνταξιούχων ἐγγράφων τῆς ἑταιρίας. — [114, 1370, 341, 1490]
market-value: 150.— — [307, 457, 341, 469]
bottom-advertisements — [950, 1420, 1564, 2180]
market-value: 105.50 — [185, 197, 221, 209]
market-value: 480.— — [188, 392, 221, 404]
turkish-lessons-ad — [845, 906, 1040, 996]
paragraph: Ἡ Διεύθυνσις τῆς γαλλικῆς Ἑταιρίας φαίνεται, ὅτι εἰς οὐδὲν λογίζει τὰ ἔγγραφα τοῦ Ὑπουργείου καὶ ἀρνεῖται νὰ δώσῃ τὰς ζητηθείσας πληροφορίας. — [114, 1496, 341, 1581]
market-value: 120.50 — [305, 210, 341, 222]
paragraph: νων, ἐπίσης θὰ παρέλθῃ καὶ τὸ φθινόπωρον. Τὰ δὲ ἐπισήμου ἀνακοινώσεως. — [114, 534, 341, 584]
market-row — [114, 171, 342, 197]
paragraph: Κατὰ φαρμακεῖα, λιθοζώων, ἀποθηκῶν τὸ Μέλλον ἐν τῇ εἰδικῇ ἀποθήκῃ μας, ὁδὸς Σταδίου 34 καὶ ὁδὸς Βίλων 33. — [1308, 801, 1558, 850]
subheadline: ΚΑΙ ΟΙ ΑΝΤΙΠΑΛΟΙ ΤΟΥ ΕΝ ΚΩΝ | ΠΟΛΕΙ — [365, 819, 567, 850]
paragraph: Τηλεγραφήματα διαβεβαιοῦσιν ὅτι ὁ δικηγόρος Ἀρὶφ συνηγορῶν τοὺς Χριστιανοὺς ἐτραυματίσθη ὑπὸ τῶν Μουσουλμάνων βαρέως. — [1068, 581, 1296, 648]
market-label: Κομίζματα — [224, 379, 280, 391]
wire-credit: (Ἰδιαίτ. τηλεγραφ. τοῦ «Ἐμπρός») — [843, 395, 1041, 408]
wire-credit: (ΤΟΥ ΣΥΝΤΑΚΤΟΥ ΜΑΣ) — [1111, 470, 1253, 483]
paragraph: Δέχεται καθ' ὅλην τὴν ἡμέραν. Τὸ ἐξόρτερον 6 - 8. — [1308, 441, 1558, 473]
market-label: Π. Ἐντοκ. — [116, 197, 167, 209]
market-table — [114, 171, 342, 522]
headline-meteora: ΕΙΣ ΤΑ ΜΕΤΕΩΡΑ — [129, 1034, 325, 1059]
subheadline: ΑΙ ΠΡΩΤΑΙ ΠΩΛΗΣΕΙΣ ΕΝ ΑΓΓΛΙΑ — [602, 629, 805, 642]
headline-staikos: Ο κ. ΣΤΑΪΚΟΣ ΕΙΣ ΑΕΥΚΑΔΑ — [627, 1220, 780, 1256]
headline-adramyttion: ΕΙΣ ΤΟ ΑΔΡΑΜΜΥΤΙΟΝ — [1082, 311, 1282, 330]
paragraph: ΝΕΑ ΣΚΗΝΗ. Νέον ἐπιτυχίαν ἐσημείωσε χθὲς ἐν τῷ θεάτρῳ τῆς «Δορίνου» τοῦ Ροδέττι ὁ θίασος τοῦ Ἐρμηνευτοῦ. — [1068, 755, 1296, 822]
headline-kalamata-scandal: ΣΚΑΝΔΑΛΟΝ ΕΝ ΚΑΛΑΜΑΙΣ — [871, 154, 1013, 191]
market-value: 322.— — [188, 210, 221, 222]
market-label: Σιδ. Α. Π. — [224, 223, 274, 235]
wire-credit: ΙΔΙΑΙΤ. ΤΗΛ. ΤΟΥ „ΕΜΠΡΟΣ" — [141, 756, 313, 769]
wire-credit: ΙΔΙΑΙΤΕΡΟΝ ΤΗΛΕΓΡΑΦ. ΤΟΥ „ΕΜΠΡΟΣ" — [1095, 433, 1269, 464]
headline-3am: ΩΡΑ 3 ΠΡΩΪΝΗ — [1081, 217, 1283, 248]
market-value: 124.75 — [305, 269, 341, 281]
headline-revolution: ΕΠΑΝΑΣΤΑΣΕΩΣ — [1111, 366, 1254, 385]
